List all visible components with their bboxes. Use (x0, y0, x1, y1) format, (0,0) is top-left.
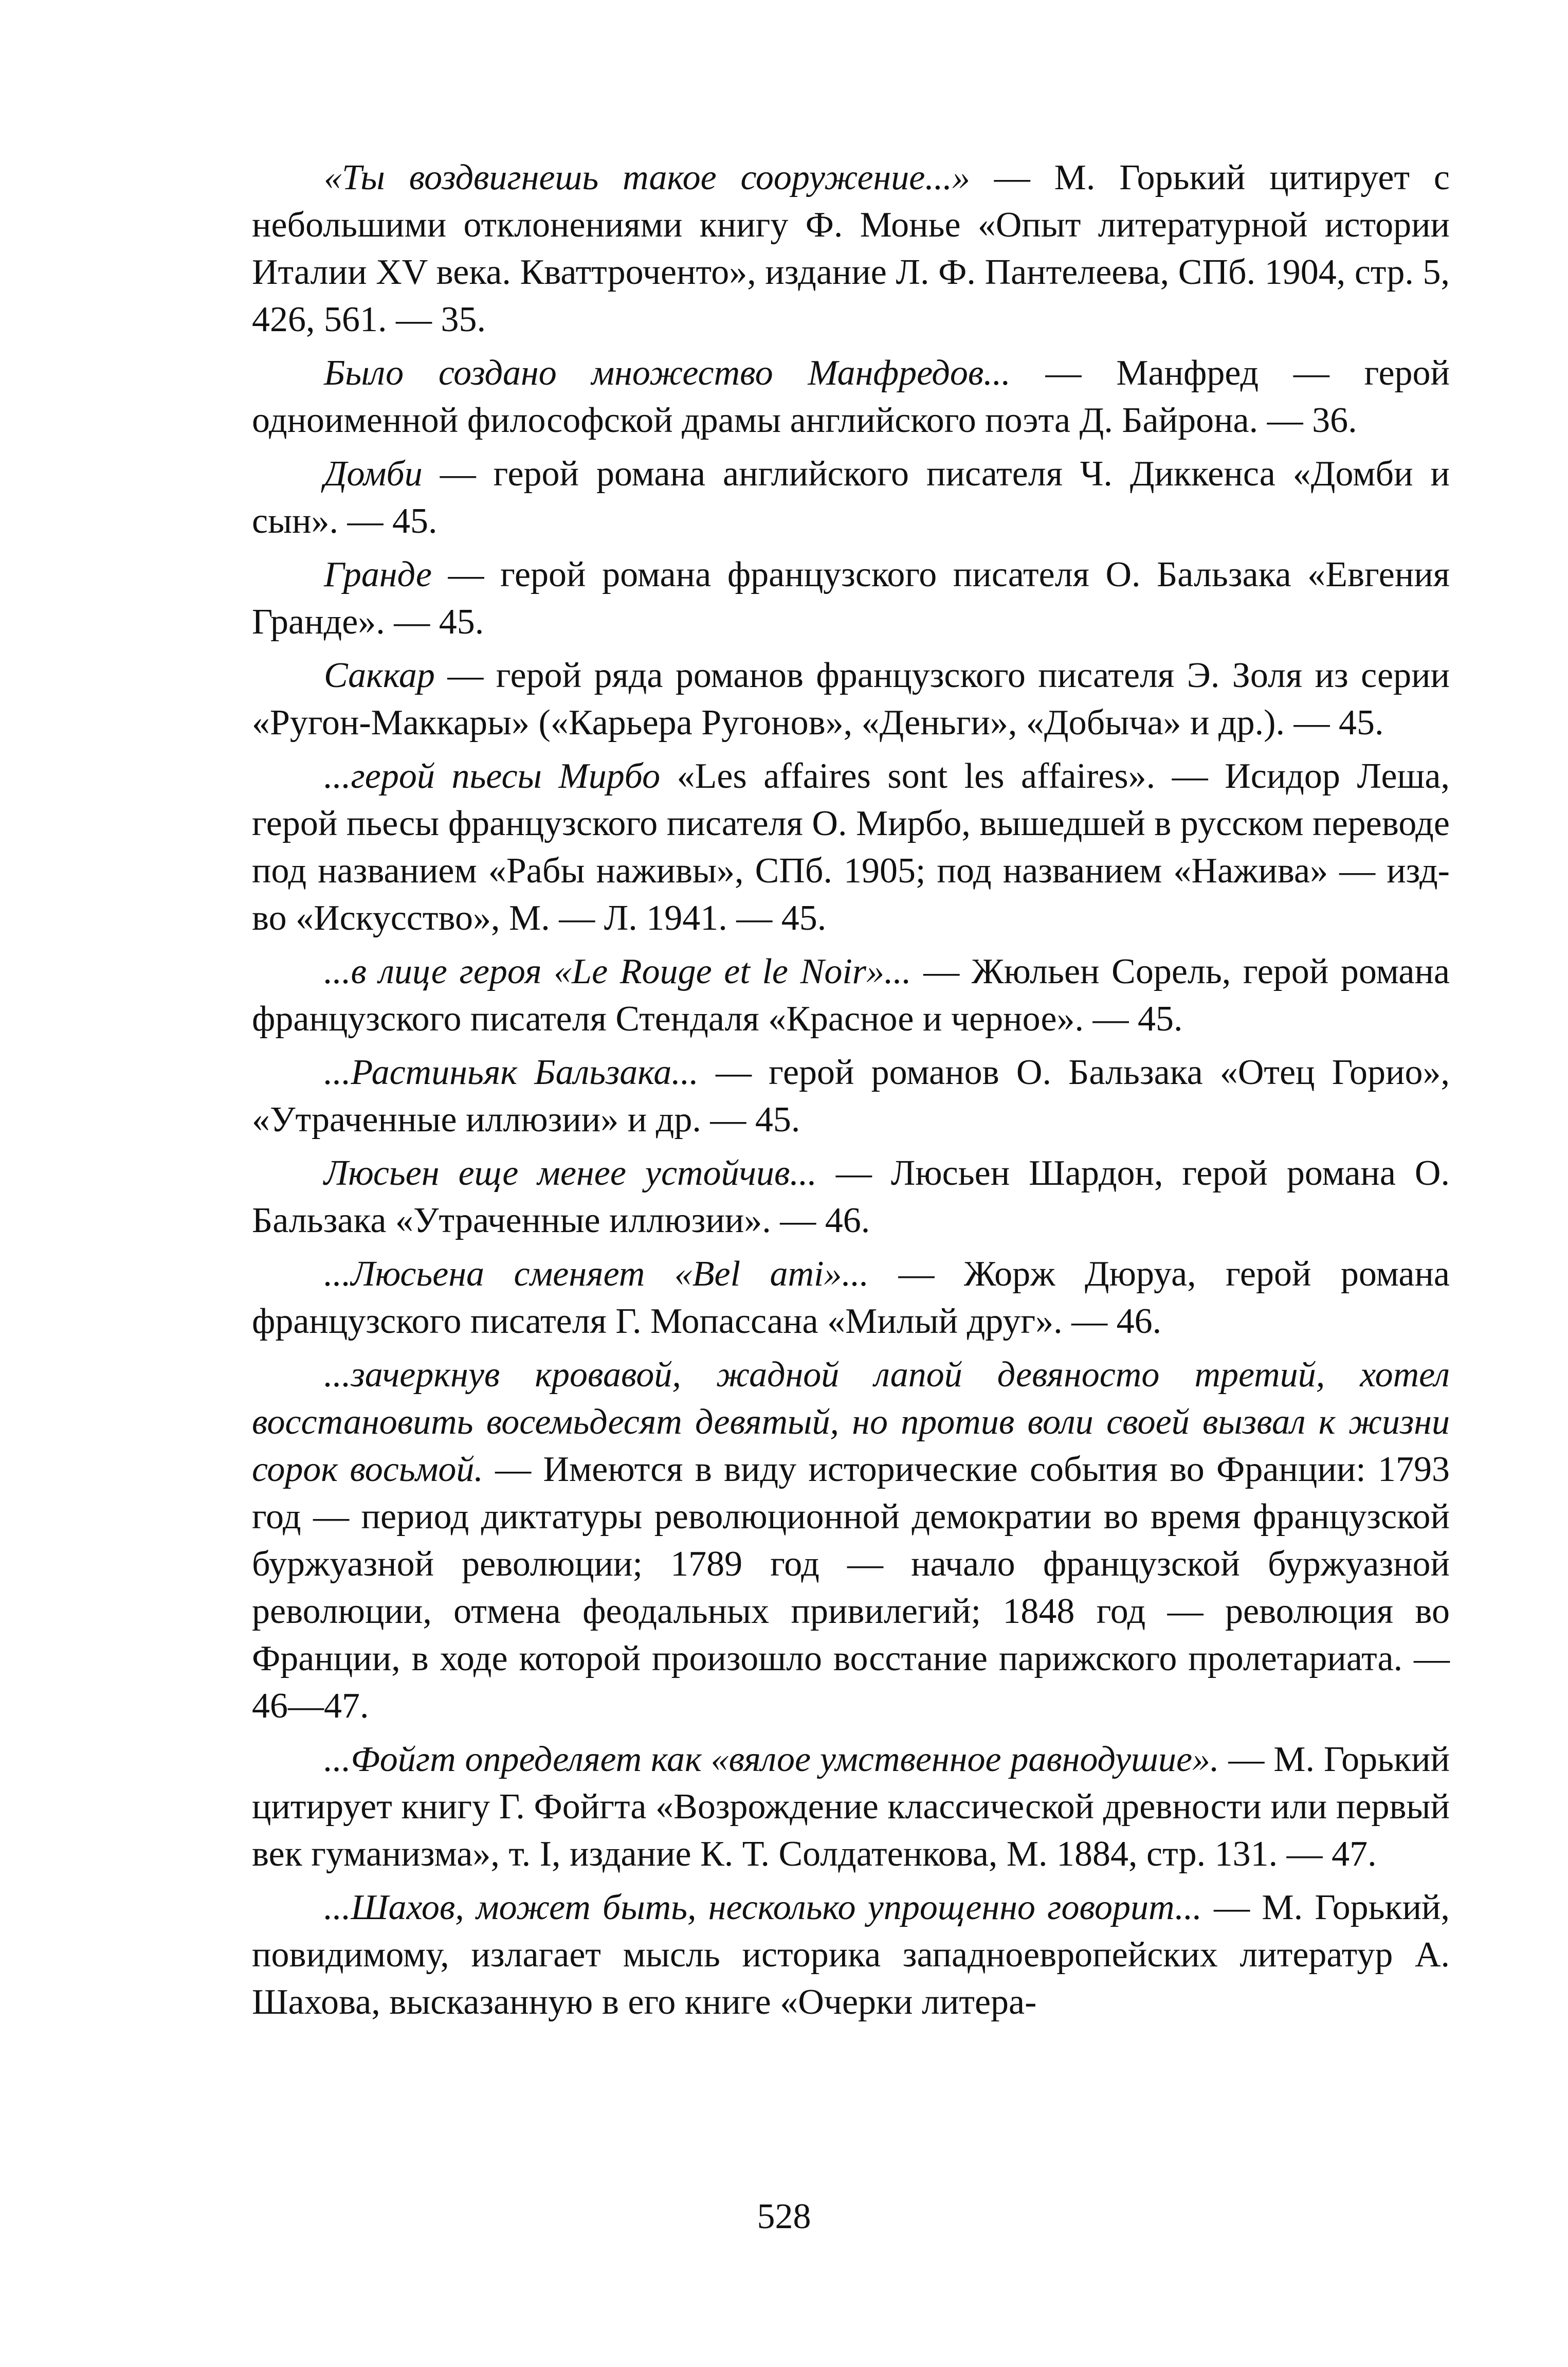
note-text: — Имеются в виду исторические события во Франции: 1793 год — период диктатуры революционной демократии во время французской буржуазной революции; 1789 год — начало французской буржуазной революции, отмена феодальных привилегий; 1848 год — революция во Франции, в ходе которой произошло восстание парижского пролетариата. — 46—47. (252, 1450, 1450, 1726)
note-text: — Люсьен Шардон, герой романа О. Бальзака «Утраченные иллюзии». — 46. (252, 1153, 1450, 1240)
note-text: — Манфред — герой одноименной философской драмы английского поэта Д. Байрона. — 36. (252, 353, 1450, 440)
note-text: — М. Горький цитирует с небольшими отклонениями книгу Ф. Монье «Опыт литературной истории Италии XV века. Кваттроченто», издание Л. Ф. Пантелеева, СПб. 1904, стр. 5, 426, 561. — 35. (252, 158, 1450, 339)
note-entry (252, 154, 1450, 344)
note-text: — М. Горький цитирует книгу Г. Фойгта «Возрождение классической древности или первый век гуманизма», т. I, издание К. Т. Солдатенкова, М. 1884, стр. 131. — 47. (252, 1740, 1450, 1874)
note-lemma: Саккар (324, 656, 435, 695)
note-entry (252, 1049, 1450, 1144)
note-text: — Жюльен Сорель, герой романа французского писателя Стендаля «Красное и черное». — 45. (252, 952, 1450, 1039)
note-text: — герой романа французского писателя О. Бальзака «Евгения Гранде». — 45. (252, 555, 1450, 642)
note-text: — герой ряда романов французского писателя Э. Золя из серии «Ругон-Маккары» («Карьера Ругонов», «Деньги», «Добыча» и др.). — 45. (252, 656, 1450, 743)
note-entry (252, 350, 1450, 444)
note-lemma: ...в лице героя «Le Rouge et le Noir»... (324, 952, 911, 991)
note-entry (252, 1251, 1450, 1345)
note-text: — Жорж Дюруа, герой романа французского писателя Г. Мопассана «Милый друг». — 46. (252, 1254, 1450, 1341)
note-lemma: Гранде (324, 555, 432, 594)
note-entry (252, 948, 1450, 1043)
note-text: — герой романов О. Бальзака «Отец Горио», «Утраченные иллюзии» и др. — 45. (252, 1053, 1450, 1140)
notes-column (252, 154, 1450, 2032)
note-entry (252, 551, 1450, 646)
note-entry (252, 1351, 1450, 1730)
note-lemma: «Ты воздвигнешь такое сооружение...» (324, 158, 970, 197)
note-entry (252, 753, 1450, 942)
note-lemma: ...Люсьена сменяет «Bel ami»... (324, 1254, 869, 1294)
note-text: — М. Горький, повидимому, излагает мысль историка западноевропейских литератур А. Шахова, высказанную в его книге «Очерки литера- (252, 1888, 1450, 2022)
note-lemma: ...Шахов, может быть, несколько упрощенно говорит... (324, 1888, 1202, 1927)
note-text: — герой романа английского писателя Ч. Диккенса «Домби и сын». — 45. (252, 454, 1450, 541)
note-entry (252, 1884, 1450, 2026)
note-lemma: Люсьен еще менее устойчив... (324, 1153, 817, 1193)
note-entry (252, 1736, 1450, 1878)
note-lemma: ...Фойгт определяет как «вялое умственное равнодушие». (324, 1740, 1219, 1779)
note-entry (252, 652, 1450, 747)
note-lemma: ...зачеркнув кровавой, жадной лапой девяносто третий, хотел восстановить восемьдесят девятый, но против воли своей вызвал к жизни сорок восьмой. (252, 1355, 1450, 1489)
note-lemma: Домби (324, 454, 423, 494)
note-lemma: ...Растиньяк Бальзака... (324, 1053, 699, 1092)
note-text: «Les affaires sont les affaires». — Исидор Леша, герой пьесы французского писателя О. Мирбо, вышедшей в русском переводе под названием «Рабы наживы», СПб. 1905; под названием «Нажива» — изд-во «Искусство», М. — Л. 1941. — 45. (252, 756, 1450, 938)
note-entry (252, 1150, 1450, 1244)
note-lemma: ...герой пьесы Мирбо (324, 756, 661, 796)
note-entry (252, 450, 1450, 545)
page-number: 528 (757, 2197, 811, 2236)
note-lemma: Было создано множество Манфредов... (324, 353, 1011, 393)
